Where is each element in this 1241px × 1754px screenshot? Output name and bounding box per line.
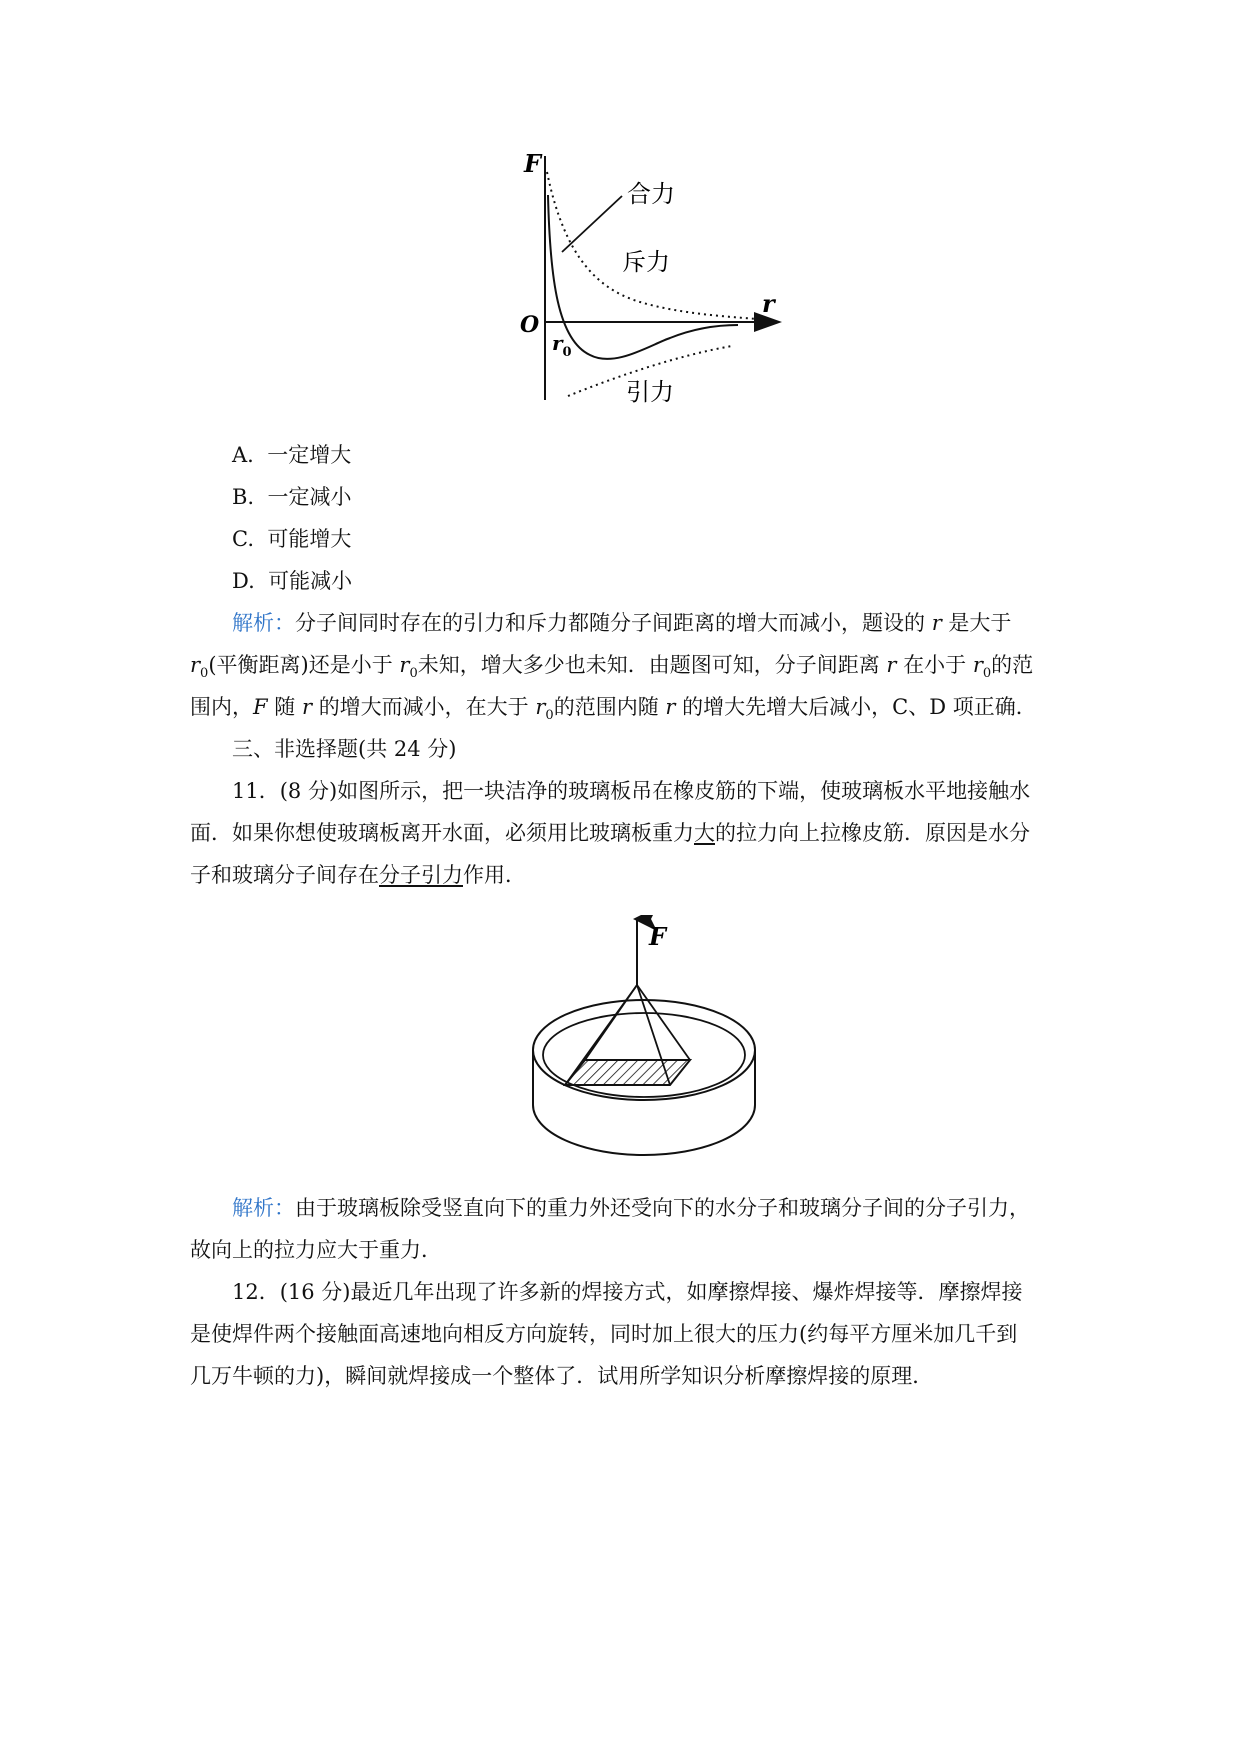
option-b: B. 一定减小 (232, 485, 352, 509)
attraction-label: 引力 (626, 378, 674, 406)
x-axis-label: r (762, 289, 775, 318)
analysis-label: 解析： (232, 1196, 295, 1220)
option-c: C. 可能增大 (232, 527, 352, 551)
analysis1-line3: 围内，F 随 r 的增大而减小，在大于 $r_0$的范围内随 r 的增大先增大后减小，C、D 项正确． (190, 695, 1037, 724)
glass-plate-diagram (525, 915, 765, 1180)
y-axis-label: F (524, 150, 542, 178)
option-a: A. 一定增大 (232, 443, 352, 467)
string-3 (637, 985, 690, 1060)
repulsion-label: 斥力 (622, 248, 670, 276)
q11-line2: 面．如果你想使玻璃板离开水面，必须用比玻璃板重力大的拉力向上拉橡皮筋．原因是水分 (190, 821, 1030, 845)
r0-label: $r_0$ (552, 331, 572, 360)
q12-line3: 几万牛顿的力)，瞬间就焊接成一个整体了．试用所学知识分析摩擦焊接的原理． (190, 1364, 934, 1388)
analysis2-line1: 解析：由于玻璃板除受竖直向下的重力外还受向下的水分子和玻璃分子间的分子引力， (232, 1196, 1030, 1220)
analysis1-line1: 解析：分子间同时存在的引力和斥力都随分子间距离的增大而减小，题设的 r 是大于 (232, 611, 1012, 635)
analysis-label: 解析： (232, 611, 295, 635)
origin-label: O (520, 312, 540, 338)
q12-line1: 12．(16 分)最近几年出现了许多新的焊接方式，如摩擦焊接、爆炸焊接等．摩擦焊接 (232, 1280, 1023, 1304)
answer-attraction: 分子引力 (379, 863, 463, 887)
glass-plate (565, 1060, 690, 1085)
q11-line1: 11．(8 分)如图所示，把一块洁净的玻璃板吊在橡皮筋的下端，使玻璃板水平地接触水 (232, 779, 1031, 803)
molecular-force-graph (510, 150, 800, 410)
q11-line3: 子和玻璃分子间存在分子引力作用． (190, 863, 526, 887)
analysis1-line2: $r_0$(平衡距离)还是小于 $r_0$未知，增大多少也未知．由题图可知，分子间距离 r 在小于 $r_0$的范 (190, 653, 1034, 682)
container-bottom-rim (533, 1105, 755, 1155)
string-4 (585, 985, 637, 1060)
resultant-label: 合力 (627, 180, 675, 208)
force-label: F (649, 922, 667, 951)
resultant-pointer (562, 196, 622, 252)
q12-line2: 是使焊件两个接触面高速地向相反方向旋转，同时加上很大的压力(约每平方厘米加几千到 (190, 1322, 1018, 1346)
section-heading: 三、非选择题(共 24 分) (232, 737, 457, 761)
answer-da: 大 (694, 821, 715, 845)
resultant-curve (548, 195, 738, 359)
option-d: D. 可能减小 (232, 569, 353, 593)
analysis2-line2: 故向上的拉力应大于重力． (190, 1238, 442, 1262)
